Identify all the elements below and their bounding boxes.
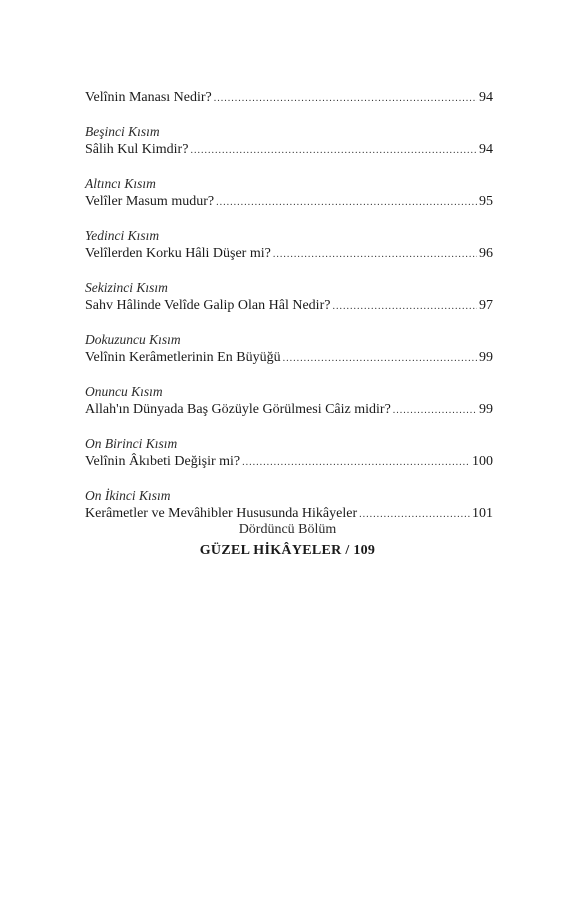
toc-entry — [85, 227, 493, 263]
section-label: Sekizinci Kısım — [85, 280, 168, 295]
dot-leader — [190, 142, 477, 159]
dot-leader — [283, 350, 477, 367]
toc-title: Velînin Âkıbeti Değişir mi? — [85, 454, 241, 469]
toc-title: Velînin Kerâmetlerinin En Büyüğü — [85, 350, 281, 365]
dot-leader — [332, 298, 477, 315]
toc-entry — [85, 487, 493, 523]
toc-page-number: 99 — [479, 402, 493, 417]
toc-entry — [85, 279, 493, 315]
toc-title: Velîlerden Korku Hâli Düşer mi? — [85, 246, 271, 261]
toc-line — [85, 141, 493, 159]
toc-page-number: 96 — [479, 246, 493, 261]
toc-page-number: 94 — [479, 90, 493, 105]
toc-entry — [85, 435, 493, 471]
dot-leader — [393, 402, 477, 419]
toc-page-number: 95 — [479, 194, 493, 209]
toc-title: Velînin Manası Nedir? — [85, 90, 212, 105]
toc-entry — [85, 123, 493, 159]
toc-line — [85, 245, 493, 263]
toc-line — [85, 89, 493, 107]
section-label: Altıncı Kısım — [85, 176, 156, 191]
toc-page-number: 97 — [479, 298, 493, 313]
chapter-title: GÜZEL HİKÂYELER / 109 — [199, 543, 376, 558]
toc-line — [85, 193, 493, 211]
toc-line — [85, 453, 493, 471]
section-label: Yedinci Kısım — [85, 228, 160, 243]
table-of-contents — [85, 89, 493, 539]
toc-line — [85, 297, 493, 315]
toc-page-number: 94 — [479, 142, 493, 157]
toc-entry — [85, 89, 493, 107]
chapter-label: Dördüncü Bölüm — [238, 522, 337, 537]
toc-page-number: 100 — [472, 454, 493, 469]
toc-entry — [85, 331, 493, 367]
toc-page-number: 101 — [472, 506, 493, 521]
toc-page-number: 99 — [479, 350, 493, 365]
toc-title: Allah'ın Dünyada Baş Gözüyle Görülmesi Câiz midir? — [85, 402, 391, 417]
toc-title: Kerâmetler ve Mevâhibler Hususunda Hikâyeler — [85, 506, 358, 521]
toc-line — [85, 401, 493, 419]
section-label: Beşinci Kısım — [85, 124, 160, 139]
dot-leader — [216, 194, 477, 211]
toc-title: Velîler Masum mudur? — [85, 194, 215, 209]
dot-leader — [273, 246, 477, 263]
dot-leader — [242, 454, 470, 471]
toc-title: Sâlih Kul Kimdir? — [85, 142, 189, 157]
section-label: On Birinci Kısım — [85, 436, 178, 451]
chapter-heading — [0, 520, 575, 562]
section-label: On İkinci Kısım — [85, 488, 171, 503]
toc-entry — [85, 175, 493, 211]
dot-leader — [214, 90, 477, 107]
section-label: Dokuzuncu Kısım — [85, 332, 181, 347]
toc-line — [85, 349, 493, 367]
toc-title: Sahv Hâlinde Velîde Galip Olan Hâl Nedir? — [85, 298, 331, 313]
section-label: Onuncu Kısım — [85, 384, 163, 399]
toc-entry — [85, 383, 493, 419]
